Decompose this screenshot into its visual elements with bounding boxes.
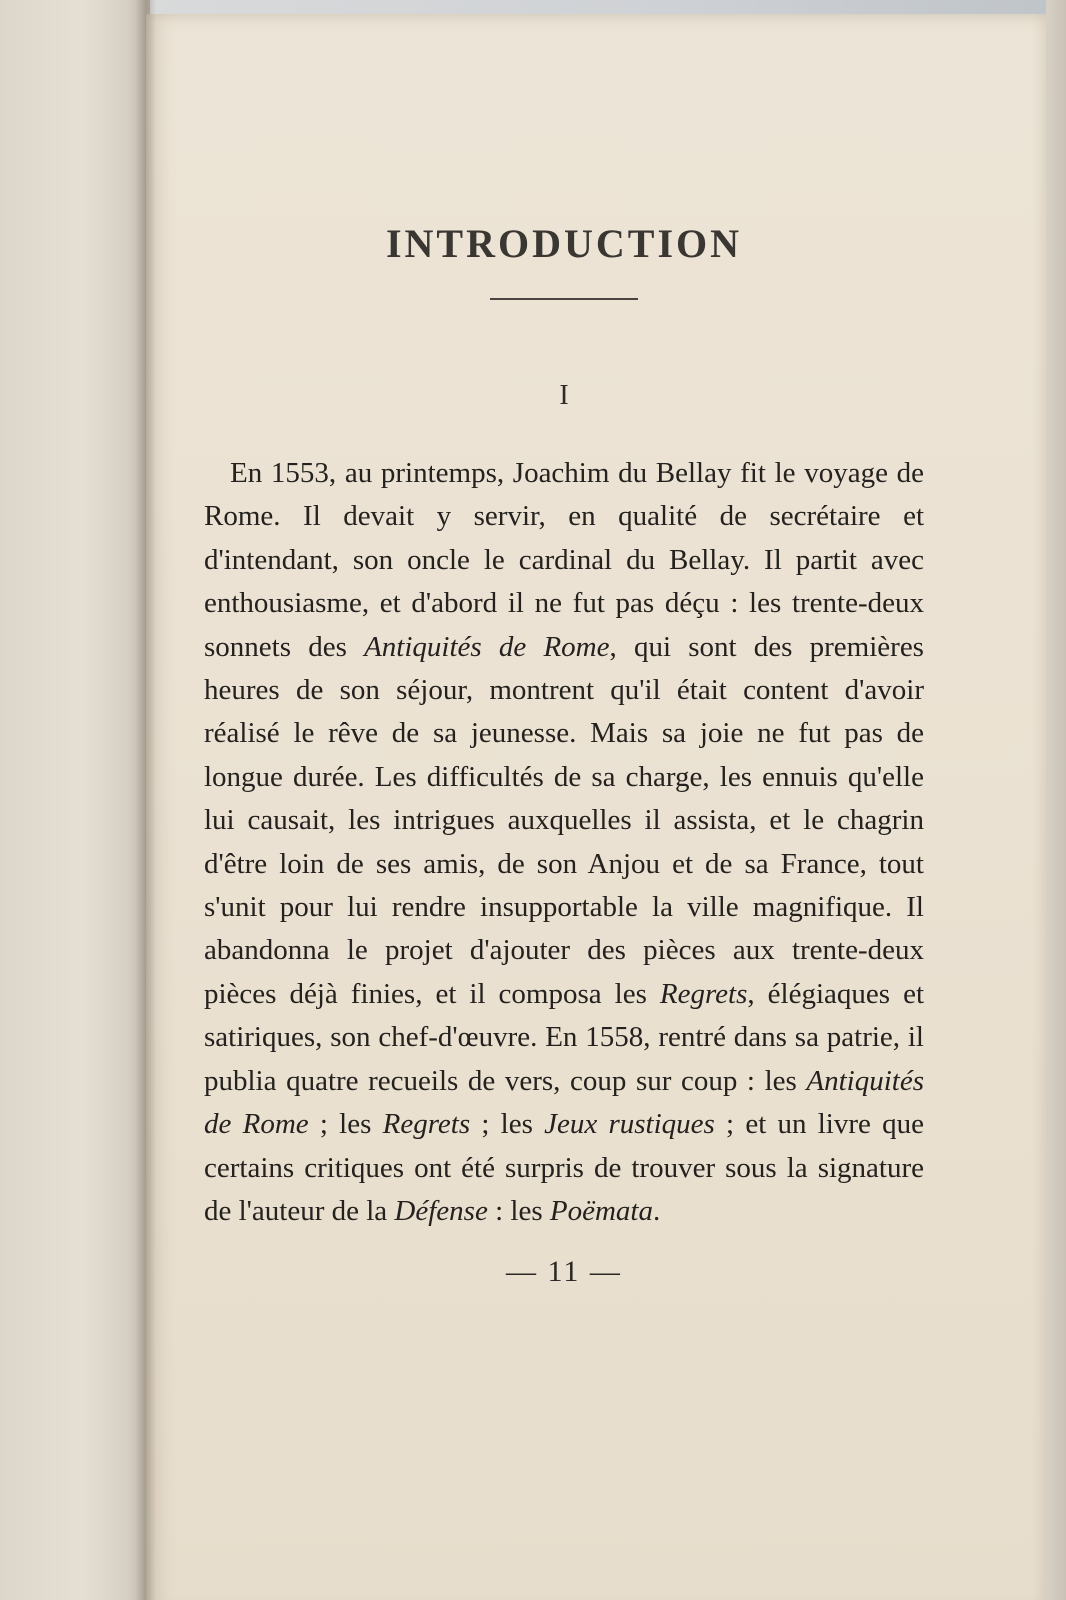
text-run: , qui sont des premières heures de son séjour, montrent qu'il était content d'avoir réalisé le rêve de sa jeunesse. Mais sa joie ne fut pas de longue durée. Les difficultés de sa charge, les ennuis qu'elle lui causait, les intrigues auxquelles il assista, et le chagrin d'être loin de ses amis, de son Anjou et de sa France, tout s'unit pour lui rendre insupportable la ville magnifique. Il abandonna le projet d'ajouter des pièces aux trente-deux pièces déjà finies, et il composa les bbox=[204, 630, 924, 1010]
chapter-title: INTRODUCTION bbox=[385, 221, 743, 266]
italic-title-run: Regrets bbox=[382, 1108, 471, 1141]
text-run: En 1553, au printemps, Joachim du Bellay fit le voyage de Rome. Il devait y servir, en qualité de secrétaire et d'intendant, son oncle le cardinal du Bellay. Il partit avec enthousiasme, et d'abord il ne fut pas déçu : les trente-deux sonnets des bbox=[204, 457, 924, 663]
italic-title-run: Antiquités de Rome bbox=[364, 630, 610, 663]
page-content bbox=[204, 220, 924, 1289]
text-run: ; et un livre que certains critiques ont été surpris de trouver sous la signature de l'auteur de la bbox=[204, 1108, 924, 1227]
title-rule bbox=[490, 298, 638, 300]
text-run: ; les bbox=[470, 1108, 545, 1141]
section-number: I bbox=[559, 380, 569, 411]
italic-title-run: Jeux rustiques bbox=[544, 1108, 715, 1141]
text-run: . bbox=[652, 1194, 661, 1227]
body-paragraph bbox=[204, 452, 924, 1233]
book-page bbox=[146, 14, 1046, 1600]
italic-title-run: Défense bbox=[394, 1194, 488, 1227]
italic-title-run: Poëmata bbox=[549, 1194, 653, 1227]
text-run: ; les bbox=[308, 1108, 383, 1141]
book-gutter bbox=[136, 0, 156, 1600]
text-run: : les bbox=[487, 1194, 550, 1227]
italic-title-run: Antiquités de Rome bbox=[204, 1064, 924, 1141]
page-number: — 11 — bbox=[506, 1255, 622, 1289]
page-edge bbox=[1046, 0, 1066, 1600]
left-page bbox=[0, 0, 150, 1600]
text-run: , élégiaques et satiriques, son chef-d'œuvre. En 1558, rentré dans sa patrie, il publia quatre recueils de vers, coup sur coup : les bbox=[204, 977, 924, 1097]
italic-title-run: Regrets bbox=[659, 977, 748, 1010]
